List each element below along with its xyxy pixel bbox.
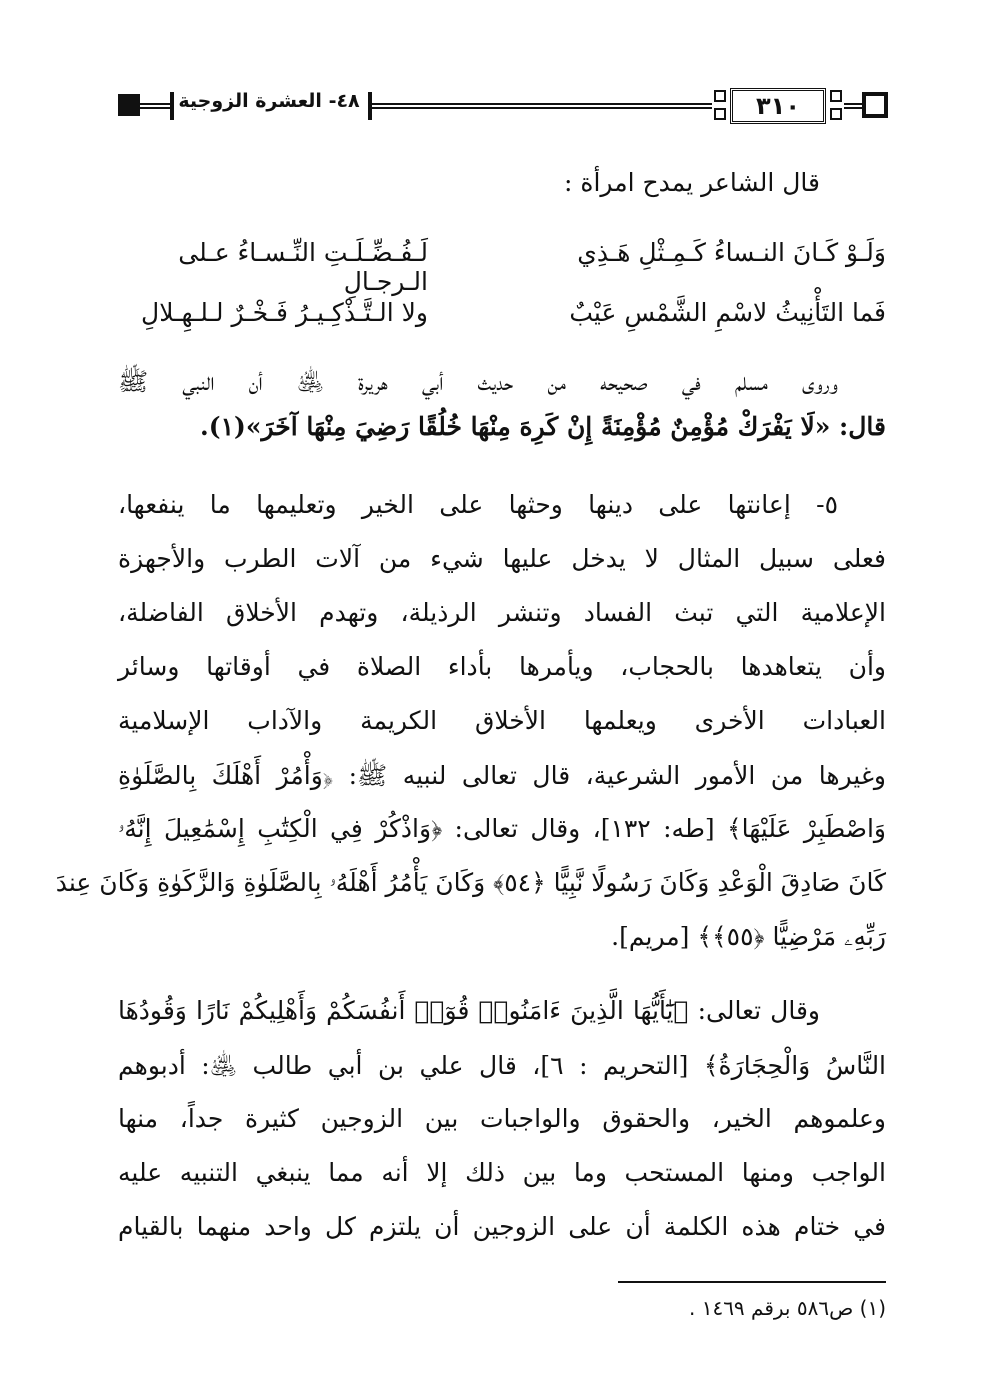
- page-header: [118, 88, 888, 124]
- text-line: وَاصْطَبِرْ عَلَيْهَا﴾ [طه: ١٣٢]، وقال تعالى: ﴿وَاذْكُرْ فِي الْكِتَٰبِ إِسْمَٰعِيلَ إِنَّهُۥ: [118, 814, 886, 843]
- footnote: (١) ص٥٨٦ برقم ١٤٦٩ .: [688, 1296, 886, 1320]
- page-number: ٣١٠: [730, 88, 826, 124]
- text-line: وقال تعالى: ﴿يَٰٓأَيُّهَا الَّذِينَ ءَامَنُوا۟ قُوٓا۟ أَنفُسَكُمْ وَأَهْلِيكُمْ نَارًا وَقُودُهَا: [118, 996, 820, 1025]
- text-line: النَّاسُ وَالْحِجَارَةُ﴾ [التحريم : ٦]، قال علي بن أبي طالب ﵁: أدبوهم: [118, 1051, 887, 1080]
- poem-verse-right: وَلَـوْ كَـانَ النـساءُ كَـمِـثْلِ هَـذِي: [577, 238, 886, 267]
- header-rule: [140, 103, 170, 109]
- text-line: الإعلامية التي تبث الفساد وتنشر الرذيلة، وتهدم الأخلاق الفاضلة،: [118, 598, 886, 627]
- header-rule: [372, 103, 712, 109]
- text-line: وغيرها من الأمور الشرعية، قال تعالى لنبيه ﷺ: ﴿وَأْمُرْ أَهْلَكَ بِالصَّلَوٰةِ: [118, 761, 886, 790]
- text-line: وأن يتعاهدها بالحجاب، ويأمرها بأداء الصلاة في أوقاتها وسائر: [118, 652, 886, 681]
- poem-verse-right: فَما التَأْنِيثُ لاسْمِ الشَّمْسِ عَيْبٌ: [569, 298, 886, 327]
- text-line: كَانَ صَادِقَ الْوَعْدِ وَكَانَ رَسُولًا نَّبِيًّا ﴿٥٤﴾ وَكَانَ يَأْمُرُ أَهْلَهُۥ بِالصَّلَوٰةِ وَالزَّكَوٰةِ وَكَانَ عِندَ: [55, 868, 886, 897]
- text-line: الواجب ومنها المستحب وما بين ذلك إلا أنه مما ينبغي التنبيه عليه: [118, 1158, 886, 1187]
- text-line: قال: «لَا يَفْرَكْ مُؤْمِنٌ مُؤْمِنَةً إِنْ كَرِهَ مِنْهَا خُلُقًا رَضِيَ مِنْهَا آخَرَ»(١).: [200, 412, 886, 441]
- text-line: وعلموهم الخير، والحقوق والواجبات بين الزوجين كثيرة جداً، منها: [118, 1104, 886, 1133]
- poem-verse-left: لَـفُـضِّـلَـتِ النِّـسـاءُ عـلى الـرجـالِ: [178, 238, 428, 296]
- header-right-square: [862, 92, 888, 118]
- header-left-square: [118, 94, 140, 116]
- header-ornament: [714, 90, 726, 102]
- text-line: وروى مسلم في صحيحه من حديث أبي هريرة ﵁ أن النبي ﷺ: [118, 367, 838, 396]
- text-line: في ختام هذه الكلمة أن على الزوجين أن يلتزم كل واحد منهما بالقيام: [118, 1212, 886, 1241]
- header-ornament: [830, 108, 842, 120]
- poem-verse-left: ولا الـتَّـذْكِـيـرُ فَـخْـرٌ لـلـهِـلالِ: [141, 298, 428, 327]
- header-ornament: [830, 90, 842, 102]
- header-ornament: [714, 108, 726, 120]
- intro-line: قال الشاعر يمدح امرأة :: [564, 168, 820, 197]
- footnote-separator: [618, 1281, 886, 1283]
- text-line: رَبِّهِۦ مَرْضِيًّا ﴿٥٥﴾﴾ [مريم].: [611, 922, 886, 951]
- text-line: العبادات الأخرى ويعلمها الأخلاق الكريمة والآداب الإسلامية: [118, 706, 886, 735]
- chapter-title: ٤٨- العشرة الزوجية: [178, 90, 360, 112]
- text-line: ٥- إعانتها على دينها وحثها على الخير وتعليمها ما ينفعها،: [118, 490, 838, 519]
- text-line: فعلى سبيل المثال لا يدخل عليها شيء من آلات الطرب والأجهزة: [118, 544, 886, 573]
